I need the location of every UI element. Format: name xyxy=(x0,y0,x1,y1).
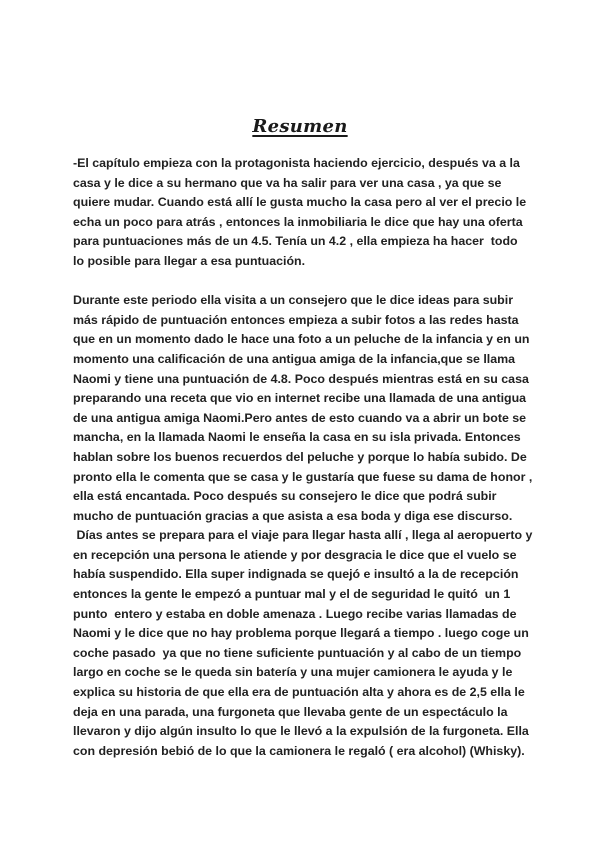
title-text: Resumen xyxy=(252,116,348,137)
text-line: preparando una receta que vio en internet recibe una llamada de una antigua xyxy=(73,391,527,406)
text-line: coche pasado ya que no tiene suficiente puntuación y al cabo de un tiempo xyxy=(73,645,522,660)
text-line: Naomi y le dice que no hay problema porque llegará a tiempo . luego coge un xyxy=(73,626,529,641)
text-line: momento una calificación de una antigua amiga de la infancia,que se llama xyxy=(73,351,516,366)
text-line: para puntuaciones más de un 4.5. Tenía un 4.2 , ella empieza ha hacer todo xyxy=(73,234,518,249)
page-title xyxy=(0,116,600,137)
text-line: largo en coche se le queda sin batería y una mujer camionera le ayuda y le xyxy=(73,665,513,680)
paragraph-2 xyxy=(73,291,533,761)
text-line: echa un poco para atrás , entonces la inmobiliaria le dice que hay una oferta xyxy=(73,214,523,229)
text-line: -El capítulo empieza con la protagonista haciendo ejercicio, después va a la xyxy=(73,156,520,170)
text-line: quiere mudar. Cuando está allí le gusta mucho la casa pero al ver el precio le xyxy=(73,195,527,210)
text-line: en recepción una persona le atiende y por desgracia le dice que el vuelo se xyxy=(73,547,517,562)
text-line: hablan sobre los buenos recuerdos del peluche y porque lo había subido. De xyxy=(73,449,527,464)
paragraph-gap xyxy=(73,272,533,292)
text-line: Durante este periodo ella visita a un consejero que le dice ideas para subir xyxy=(73,293,514,308)
text-line: había suspendido. Ella super indignada se quejó e insultó a la de recepción xyxy=(73,567,519,582)
text-line: lo posible para llegar a esa puntuación. xyxy=(73,253,306,268)
text-line: entonces la gente le empezó a puntuar mal y el de seguridad le quitó un 1 xyxy=(73,587,511,602)
text-line: pronto ella le comenta que se casa y le gustaría que fuese su dama de honor , xyxy=(73,469,533,484)
text-line: mancha, en la llamada Naomi le enseña la casa en su isla privada. Entonces xyxy=(73,430,521,445)
text-line: Naomi y tiene una puntuación de 4.8. Poco después mientras está en su casa xyxy=(73,371,529,386)
text-line: más rápido de puntuación entonces empieza a subir fotos a las redes hasta xyxy=(73,312,519,327)
text-line: punto entero y estaba en doble amenaza . Luego recibe varias llamadas de xyxy=(73,606,517,621)
text-line: que en un momento dado le hace una foto a un peluche de la infancia y en un xyxy=(73,332,530,347)
text-line: explica su historia de que ella era de puntuación alta y ahora es de 2,5 ella le xyxy=(73,685,525,700)
text-line: de una antigua amiga Naomi.Pero antes de esto cuando va a abrir un bote se xyxy=(73,410,527,425)
text-line: casa y le dice a su hermano que va ha salir para ver una casa , ya que se xyxy=(73,175,502,190)
text-line: con depresión bebió de lo que la camionera le regaló ( era alcohol) (Whisky). xyxy=(73,743,525,758)
summary-body xyxy=(73,154,533,761)
paragraph-1 xyxy=(73,154,533,272)
text-line: ella está encantada. Poco después su consejero le dice que podrá subir xyxy=(73,489,497,504)
text-line: mucho de puntuación gracias a que asista a esa boda y diga ese discurso. xyxy=(73,508,513,523)
text-line: llevaron y dijo algún insulto lo que le llevó a la expulsión de la furgoneta. Ella xyxy=(73,724,529,739)
text-line: deja en una parada, una furgoneta que llevaba gente de un espectáculo la xyxy=(73,704,508,719)
text-line: Días antes se prepara para el viaje para llegar hasta allí , llega al aeropuerto y xyxy=(73,528,533,543)
